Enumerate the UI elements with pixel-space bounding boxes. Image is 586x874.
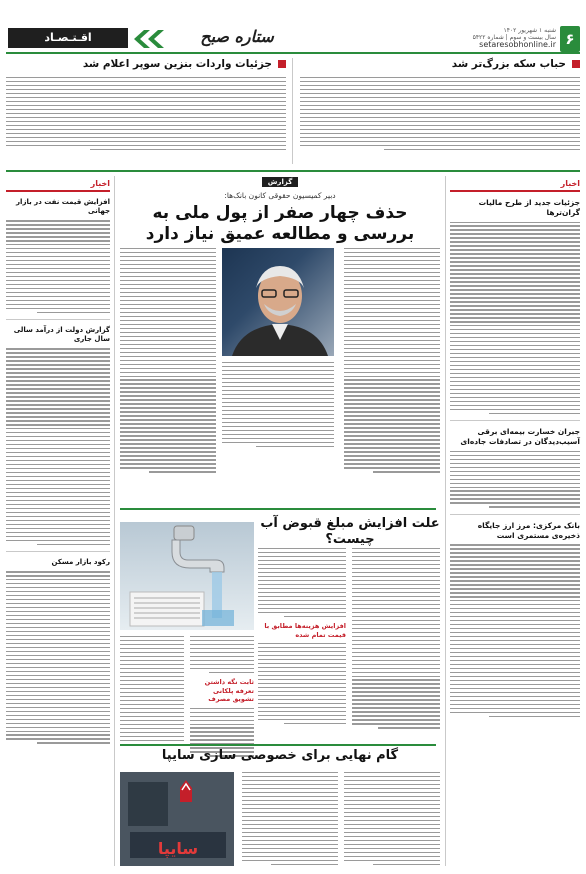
news-title: افزایش قیمت نفت در بازار جهانی bbox=[16, 198, 110, 216]
news-title: جزئیات جدید از طرح مالیات گران‌ترها bbox=[478, 198, 580, 217]
water-subhead-b: ثابت نگه داشتن تعرفه پلکانی تشویق مصرف bbox=[204, 678, 254, 704]
water-article bbox=[120, 514, 440, 742]
water-subhead-a: افزایش هزینه‌ها مطابق با قیمت تمام شده bbox=[264, 622, 346, 639]
portrait-photo bbox=[222, 248, 334, 356]
saipa-article bbox=[120, 748, 440, 868]
top-left-title: جزئیات واردات بنزین سوپر اعلام شد bbox=[82, 58, 272, 70]
date-line: شنبه ۱ شهریور ۱۴۰۲ bbox=[503, 27, 556, 34]
saipa-headline: گام نهایی برای خصوصی سازی سایپا bbox=[161, 748, 399, 763]
masthead bbox=[0, 0, 586, 54]
left-tag-bar bbox=[6, 176, 110, 192]
main-text-left bbox=[120, 248, 216, 473]
water-text-right bbox=[352, 548, 440, 729]
main-article bbox=[120, 176, 440, 506]
left-news-item-3 bbox=[6, 558, 110, 744]
main-text-center bbox=[222, 362, 334, 447]
right-news-item-3 bbox=[450, 521, 580, 717]
news-title: رکود بازار مسکن bbox=[51, 558, 110, 567]
right-news-item-1 bbox=[450, 198, 580, 414]
main-text-right bbox=[344, 248, 440, 473]
water-text-left-a bbox=[120, 636, 184, 745]
water-text-mid bbox=[258, 548, 346, 724]
right-news-item-2 bbox=[450, 427, 580, 508]
chevron-icon bbox=[130, 30, 170, 48]
issue-line: سال بیست و سوم | شماره ۵۴۲۲ bbox=[472, 34, 556, 41]
website: setaresobhonline.ir bbox=[479, 40, 556, 49]
left-tag: اخبار bbox=[90, 178, 110, 188]
saipa-logo: سایپا bbox=[157, 839, 199, 858]
right-tag-bar bbox=[450, 176, 580, 192]
top-news-strip bbox=[6, 58, 580, 170]
left-news-item-2 bbox=[6, 326, 110, 545]
news-title: جبران خسارت بیمه‌ای برقی آسیب‌دیدگان در تصادفات جاده‌ای bbox=[460, 427, 580, 446]
left-news-item-1 bbox=[6, 198, 110, 313]
news-title: گزارش دولت از درآمد سالی سال جاری bbox=[13, 326, 110, 344]
news-title: بانک مرکزی: مرز ارز جایگاه ذخیره‌ی مستمری است bbox=[477, 520, 580, 540]
top-left-article bbox=[6, 58, 286, 150]
main-tag: گزارش bbox=[262, 177, 299, 187]
saipa-photo bbox=[120, 772, 234, 866]
page-number-badge: ۶ bbox=[560, 26, 580, 52]
saipa-text-mid bbox=[242, 772, 338, 865]
newspaper-logo: ستاره صبح bbox=[200, 27, 274, 46]
saipa-text-right bbox=[344, 772, 440, 865]
faucet-photo bbox=[120, 522, 254, 630]
section-label: اقـتـصـاد bbox=[8, 28, 128, 48]
top-right-title: حباب سکه بزرگ‌تر شد bbox=[451, 58, 566, 70]
water-headline: علت افزایش مبلغ قبوض آب چیست؟ bbox=[260, 516, 440, 548]
top-right-article bbox=[300, 58, 580, 150]
main-kicker: دبیر کمیسیون حقوقی کانون بانک‌ها: bbox=[224, 191, 336, 200]
right-news-column bbox=[450, 176, 580, 866]
right-tag: اخبار bbox=[560, 178, 580, 188]
left-news-column bbox=[6, 176, 110, 866]
main-headline: حذف چهار صفر از پول ملی به بررسی و مطالعه عمیق نیاز دارد bbox=[145, 203, 415, 245]
water-text-left-b bbox=[190, 636, 254, 757]
